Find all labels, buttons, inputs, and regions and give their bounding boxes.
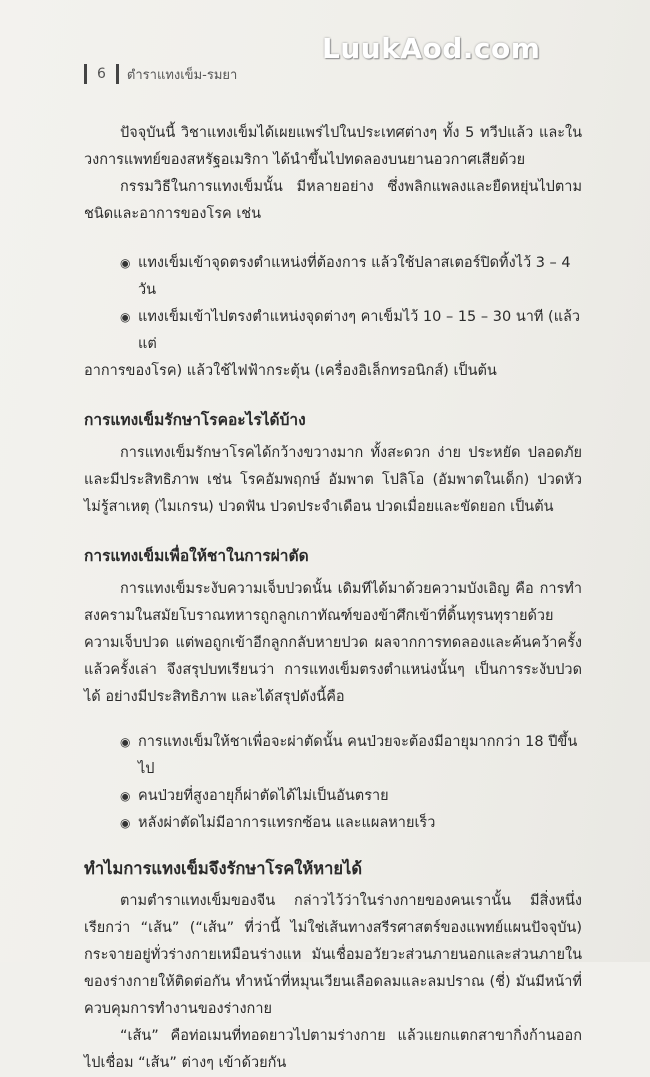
list-item: ◉ หลังผ่าตัดไม่มีอาการแทรกซ้อน และแผลหายเร็ว <box>120 810 582 837</box>
list-item: ◉ คนป่วยที่สูงอายุก็ผ่าตัดได้ไม่เป็นอันตราย <box>120 783 582 810</box>
bullet-icon: ◉ <box>120 816 131 830</box>
running-head <box>84 62 237 86</box>
bullet-icon: ◉ <box>120 310 131 324</box>
section-heading: การแทงเข็มรักษาโรคอะไรได้บ้าง <box>84 411 306 429</box>
book-title: ตำราแทงเข็ม-รมยา <box>126 67 238 83</box>
bullet-icon: ◉ <box>120 735 131 749</box>
list-item: ◉ แทงเข็มเข้าไปตรงตำแหน่งจุดต่างๆ คาเข็มไว้ 10 – 15 – 30 นาที (แล้วแต่ <box>120 304 582 358</box>
bullet-icon: ◉ <box>120 256 131 270</box>
page-number: 6 <box>97 66 106 82</box>
paragraph: ตามตำราแทงเข็มของจีน กล่าวไว้ว่าในร่างกายของคนเรานั้น มีสิ่งหนึ่งเรียกว่า “เส้น” (“เส้น” ที่ว่านี้ ไม่ใช่เส้นทางสรีรศาสตร์ของแพทย์แผนปัจจุบัน) กระจายอยู่ทั่วร่างกายเหมือนร่างแห มันเชื่อมอวัยวะส่วนภายนอกและส่วนภายในของร่างกายให้ติดต่อกัน ทำหน้าที่หมุนเวียนเลือดลมและลมปราณ (ชี่) มันมีหน้าที่ควบคุมการทำงานของร่างกาย <box>84 893 582 1017</box>
page-content <box>84 120 582 1077</box>
paragraph: ปัจจุบันนี้ วิชาแทงเข็มได้เผยแพร่ไปในประเทศต่างๆ ทั้ง 5 ทวีปแล้ว และในวงการแพทย์ของสหรัฐอเมริกา ได้นำขึ้นไปทดลองบนยานอวกาศเสียด้วย <box>84 125 582 168</box>
header-bar <box>84 64 87 84</box>
paragraph: “เส้น” คือท่อเมนที่ทอดยาวไปตามร่างกาย แล้วแยกแตกสาขากิ่งก้านออกไปเชื่อม “เส้น” ต่างๆ เข้าด้วยกัน <box>84 1028 582 1071</box>
section-heading: การแทงเข็มเพื่อให้ชาในการผ่าตัด <box>84 547 309 565</box>
paragraph: การแทงเข็มระงับความเจ็บปวดนั้น เดิมทีได้มาด้วยความบังเอิญ คือ การทำสงครามในสมัยโบราณทหารถูกลูกเกาทัณฑ์ของข้าศึกเข้าที่ดิ้นทุรนทุรายด้วยความเจ็บปวด แต่พอถูกเข้าอีกลูกกลับหายปวด ผลจากการทดลองและค้นคว้าครั้งแล้วครั้งเล่า จึงสรุปบทเรียนว่า การแทงเข็มตรงตำแหน่งนั้นๆ เป็นการระงับปวดได้ อย่างมีประสิทธิภาพ และได้สรุปดังนี้คือ <box>84 581 582 705</box>
list-item: ◉ แทงเข็มเข้าจุดตรงตำแหน่งที่ต้องการ แล้วใช้ปลาสเตอร์ปิดทิ้งไว้ 3 – 4 วัน <box>120 250 582 304</box>
paragraph: กรรมวิธีในการแทงเข็มนั้น มีหลายอย่าง ซึ่งพลิกแพลงและยืดหยุ่นไปตามชนิดและอาการของโรค เช่น <box>84 179 582 222</box>
section-heading: ทำไมการแทงเข็มจึงรักษาโรคให้หายได้ <box>84 859 363 878</box>
paragraph: การแทงเข็มรักษาโรคได้กว้างขวางมาก ทั้งสะดวก ง่าย ประหยัด ปลอดภัย และมีประสิทธิภาพ เช่น โรคอัมพฤกษ์ อัมพาต โปลิโอ (อัมพาตในเด็ก) ปวดหัวไม่รู้สาเหตุ (ไมเกรน) ปวดฟัน ปวดประจำเดือน ปวดเมื่อยและขัดยอก เป็นต้น <box>84 445 582 515</box>
bullet-icon: ◉ <box>120 789 131 803</box>
list-item-continuation: อาการของโรค) แล้วใช้ไฟฟ้ากระตุ้น (เครื่องอิเล็กทรอนิกส์) เป็นต้น <box>84 363 497 379</box>
header-bar <box>116 64 119 84</box>
watermark: LuukAod.com <box>322 32 541 65</box>
list-item: ◉ การแทงเข็มให้ชาเพื่อจะผ่าตัดนั้น คนป่วยจะต้องมีอายุมากกว่า 18 ปีขึ้นไป <box>120 729 582 783</box>
